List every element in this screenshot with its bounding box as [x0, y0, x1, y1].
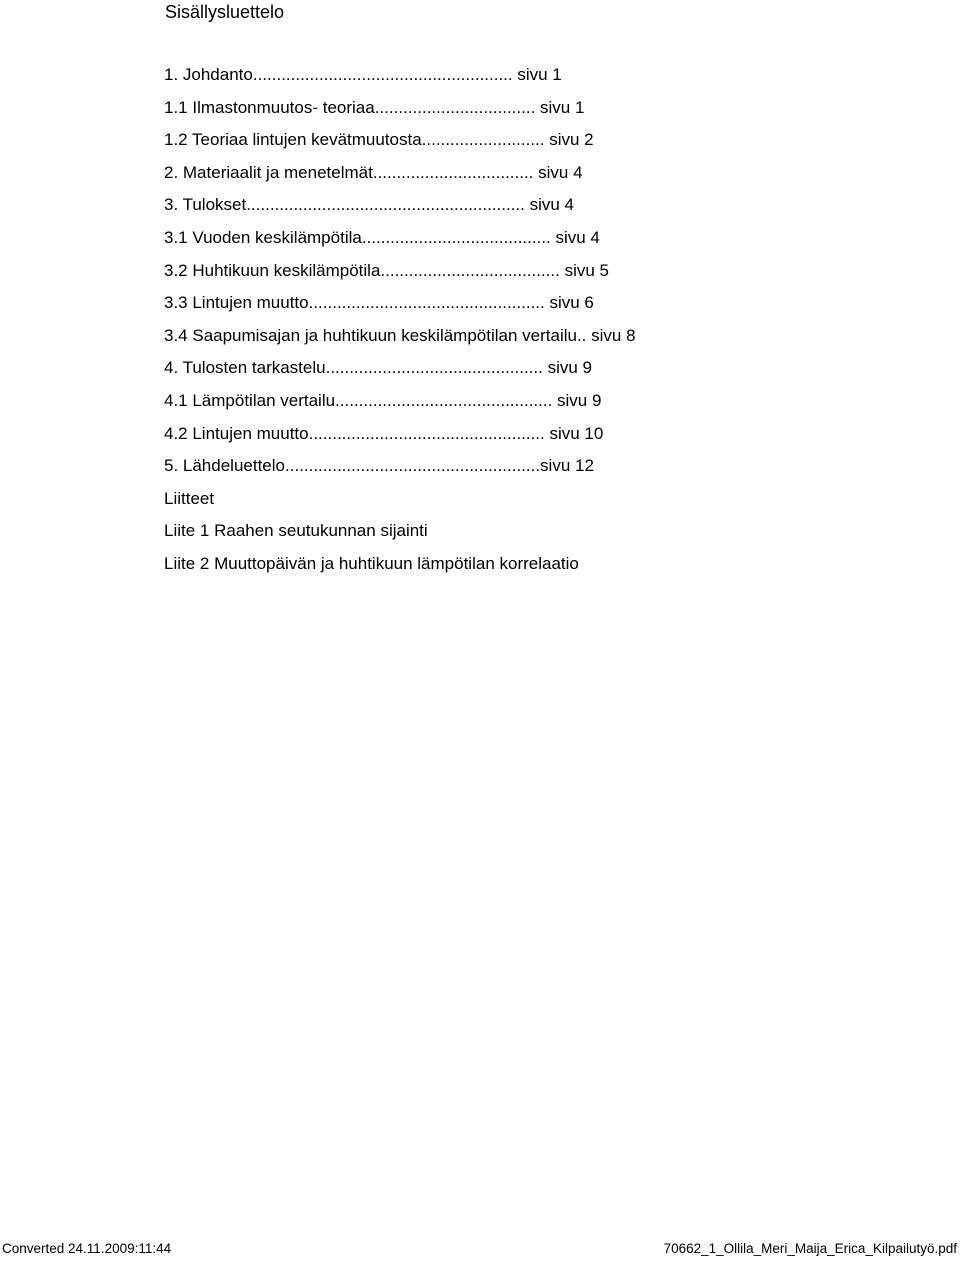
toc-entry-liite-1: Liite 1 Raahen seutukunnan sijainti	[164, 521, 428, 541]
toc-entry-lintujen-muutto-2: 4.2 Lintujen muutto.................................................. sivu 10	[164, 423, 604, 443]
toc-entry-ilmastonmuutos: 1.1 Ilmastonmuutos- teoriaa.................................. sivu 1	[164, 97, 585, 117]
footer-converted-timestamp: Converted 24.11.2009:11:44	[2, 1241, 172, 1256]
footer-filename: 70662_1_Ollila_Meri_Maija_Erica_Kilpailutyö.pdf	[663, 1241, 957, 1256]
page-title: Sisällysluettelo	[165, 2, 285, 22]
toc-entry-lintujen-muutto: 3.3 Lintujen muutto.................................................. sivu 6	[164, 293, 594, 313]
toc-entry-vuoden-keskilampotila: 3.1 Vuoden keskilämpötila........................................ sivu 4	[164, 227, 600, 247]
toc-entry-saapumisajan-vertailu: 3.4 Saapumisajan ja huhtikuun keskilämpötilan vertailu.. sivu 8	[164, 325, 636, 345]
toc-entry-liite-2: Liite 2 Muuttopäivän ja huhtikuun lämpötilan korrelaatio	[164, 553, 579, 573]
toc-entry-liitteet: Liitteet	[164, 488, 215, 508]
toc-entry-tulosten-tarkastelu: 4. Tulosten tarkastelu.............................................. sivu 9	[164, 358, 592, 378]
toc-entry-tulokset: 3. Tulokset........................................................... sivu 4	[164, 195, 575, 215]
toc-entry-materiaalit: 2. Materiaalit ja menetelmät.................................. sivu 4	[164, 162, 583, 182]
toc-entry-kevatmuutto: 1.2 Teoriaa lintujen kevätmuutosta.......................... sivu 2	[164, 130, 594, 150]
toc-entry-johdanto: 1. Johdanto....................................................... sivu 1	[164, 65, 562, 84]
toc-entry-lahdeluettelo: 5. Lähdeluettelo......................................................sivu 12	[164, 456, 594, 476]
toc-entry-lampotilan-vertailu: 4.1 Lämpötilan vertailu.............................................. sivu 9	[164, 390, 602, 410]
table-of-contents	[164, 63, 636, 585]
toc-entry-huhtikuun-keskilampotila: 3.2 Huhtikuun keskilämpötila...................................... sivu 5	[164, 260, 610, 280]
